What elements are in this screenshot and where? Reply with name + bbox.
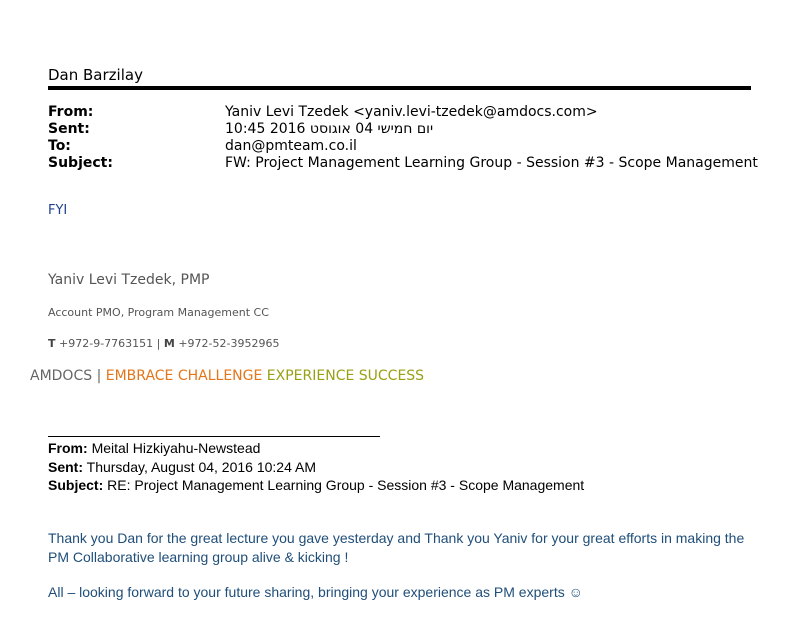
- signature-title: Account PMO, Program Management CC: [48, 306, 269, 319]
- header-to-row: [48, 138, 751, 155]
- forwarded-sent-value: Thursday, August 04, 2016 10:24 AM: [86, 459, 316, 475]
- forwarded-subject-label: Subject:: [48, 477, 104, 493]
- forward-separator: [48, 436, 380, 437]
- header-from-row: [48, 104, 751, 121]
- signature-tagline: [30, 368, 424, 384]
- signature-divider: |: [156, 337, 161, 350]
- header-sent-label: Sent:: [48, 121, 90, 137]
- tagline-part-1: EMBRACE CHALLENGE: [105, 368, 263, 384]
- signature-m-value: +972-52-3952965: [178, 337, 280, 350]
- header-sent-value: יום חמישי 04 אוגוסט 2016 10:45: [225, 121, 434, 137]
- header-from-label: From:: [48, 104, 94, 120]
- forwarded-subject-row: [48, 477, 584, 493]
- body-fyi: FYI: [48, 203, 68, 218]
- header-sent-row: [48, 121, 751, 138]
- signature-t-value: +972-9-7763151: [59, 337, 154, 350]
- forwarded-subject-value: RE: Project Management Learning Group - Session #3 - Scope Management: [107, 477, 585, 493]
- mailbox-owner-name: Dan Barzilay: [48, 66, 143, 84]
- header-from-value[interactable]: Yaniv Levi Tzedek <yaniv.levi-tzedek@amdocs.com>: [225, 104, 598, 120]
- tagline-separator: |: [96, 368, 102, 384]
- header-subject-label: Subject:: [48, 155, 113, 171]
- header-subject-row: [48, 155, 758, 172]
- header-subject-value: FW: Project Management Learning Group - Session #3 - Scope Management: [225, 155, 758, 171]
- forwarded-sent-label: Sent:: [48, 459, 83, 475]
- message-paragraph-1: Thank you Dan for the great lecture you gave yesterday and Thank you Yaniv for your great efforts in making the PM Collaborative learning group alive & kicking !: [48, 530, 745, 565]
- owner-divider: [48, 86, 751, 90]
- signature-name: Yaniv Levi Tzedek, PMP: [48, 272, 210, 288]
- tagline-part-2: EXPERIENCE SUCCESS: [266, 368, 425, 384]
- signature-phones: [48, 337, 279, 350]
- signature-m-label: M: [163, 337, 175, 350]
- header-to-label: To:: [48, 138, 71, 154]
- header-to-value[interactable]: dan@pmteam.co.il: [225, 138, 357, 154]
- forwarded-from-row: [48, 440, 260, 456]
- message-paragraph-2: All – looking forward to your future sharing, bringing your experience as PM experts ☺: [48, 584, 583, 600]
- forwarded-from-label: From:: [48, 440, 88, 456]
- tagline-brand: AMDOCS: [30, 368, 93, 384]
- forwarded-from-value: Meital Hizkiyahu-Newstead: [91, 440, 261, 456]
- forwarded-sent-row: [48, 459, 316, 475]
- signature-t-label: T: [48, 337, 56, 350]
